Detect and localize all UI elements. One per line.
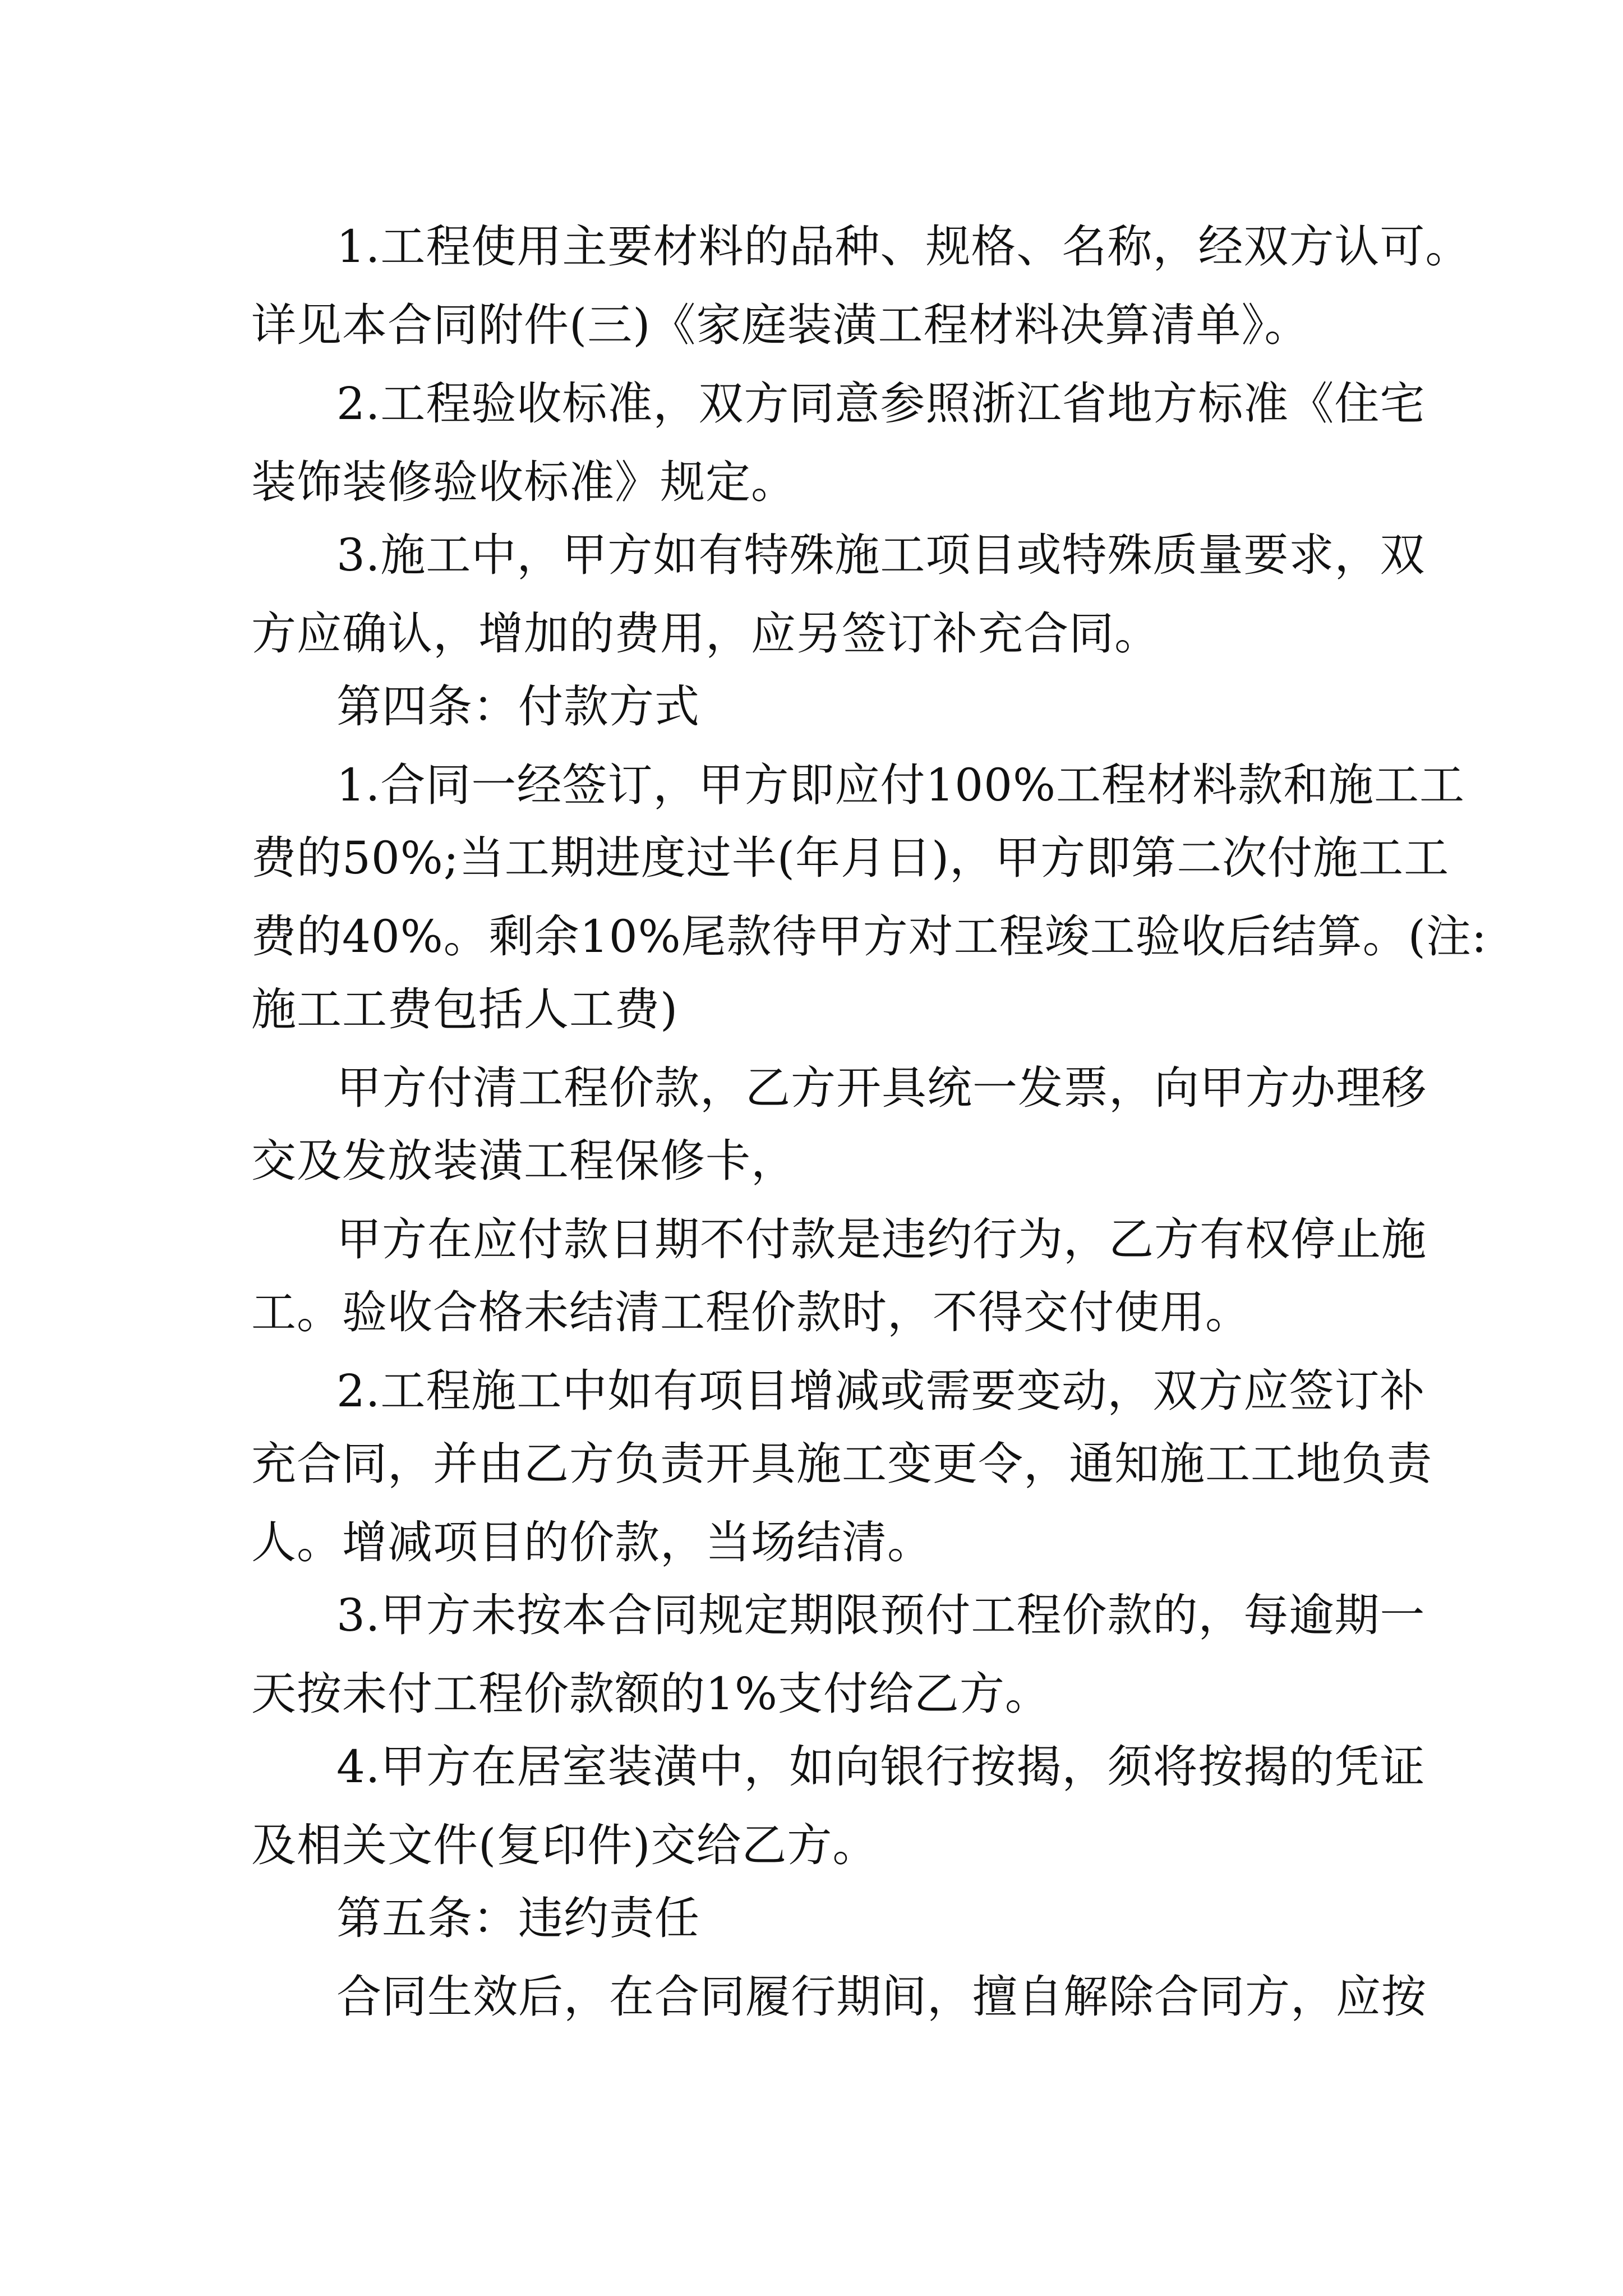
text-line: 4.甲方在居室装潢中，如向银行按揭，须将按揭的凭证	[336, 1741, 1426, 1793]
text-line: 2.工程施工中如有项目增减或需要变动，双方应签订补	[336, 1365, 1426, 1417]
text-line: 人。增减项目的价款，当场结清。	[251, 1516, 933, 1568]
text-line: 施工工费包括人工费)	[251, 983, 679, 1036]
text-line: 费的40%。剩余10%尾款待甲方对工程竣工验收后结算。(注:	[251, 910, 1487, 963]
text-line: 1.合同一经签订，甲方即应付100%工程材料款和施工工	[336, 759, 1465, 811]
text-line: 甲方付清工程价款，乙方开具统一发票，向甲方办理移	[336, 1062, 1427, 1114]
text-line: 合同生效后，在合同履行期间，擅自解除合同方，应按	[336, 1971, 1427, 2023]
text-line: 工。验收合格未结清工程价款时，不得交付使用。	[251, 1286, 1251, 1338]
text-line: 费的50%;当工期进度过半(年月日)，甲方即第二次付施工工	[251, 832, 1450, 884]
text-line: 3.甲方未按本合同规定期限预付工程价款的，每逾期一	[336, 1589, 1426, 1641]
text-line: 交及发放装潢工程保修卡，	[251, 1135, 796, 1187]
text-line: 3.施工中，甲方如有特殊施工项目或特殊质量要求，双	[336, 529, 1426, 581]
text-line: 天按未付工程价款额的1%支付给乙方。	[251, 1668, 1050, 1720]
text-line: 1.工程使用主要材料的品种、规格、名称，经双方认可。	[336, 220, 1471, 273]
text-line: 详见本合同附件(三)《家庭装潢工程材料决算清单》。	[251, 299, 1310, 351]
text-line: 甲方在应付款日期不付款是违约行为，乙方有权停止施	[336, 1213, 1427, 1266]
text-line: 充合同，并由乙方负责开具施工变更令，通知施工工地负责	[251, 1438, 1432, 1490]
text-line: 装饰装修验收标准》规定。	[251, 456, 796, 508]
text-line: 及相关文件(复印件)交给乙方。	[251, 1819, 878, 1871]
text-line: 方应确认，增加的费用，应另签订补充合同。	[251, 608, 1160, 660]
section-heading: 第四条：付款方式	[336, 680, 700, 733]
text-line: 2.工程验收标准，双方同意参照浙江省地方标准《住宅	[336, 378, 1426, 430]
section-heading: 第五条：违约责任	[336, 1892, 700, 1944]
